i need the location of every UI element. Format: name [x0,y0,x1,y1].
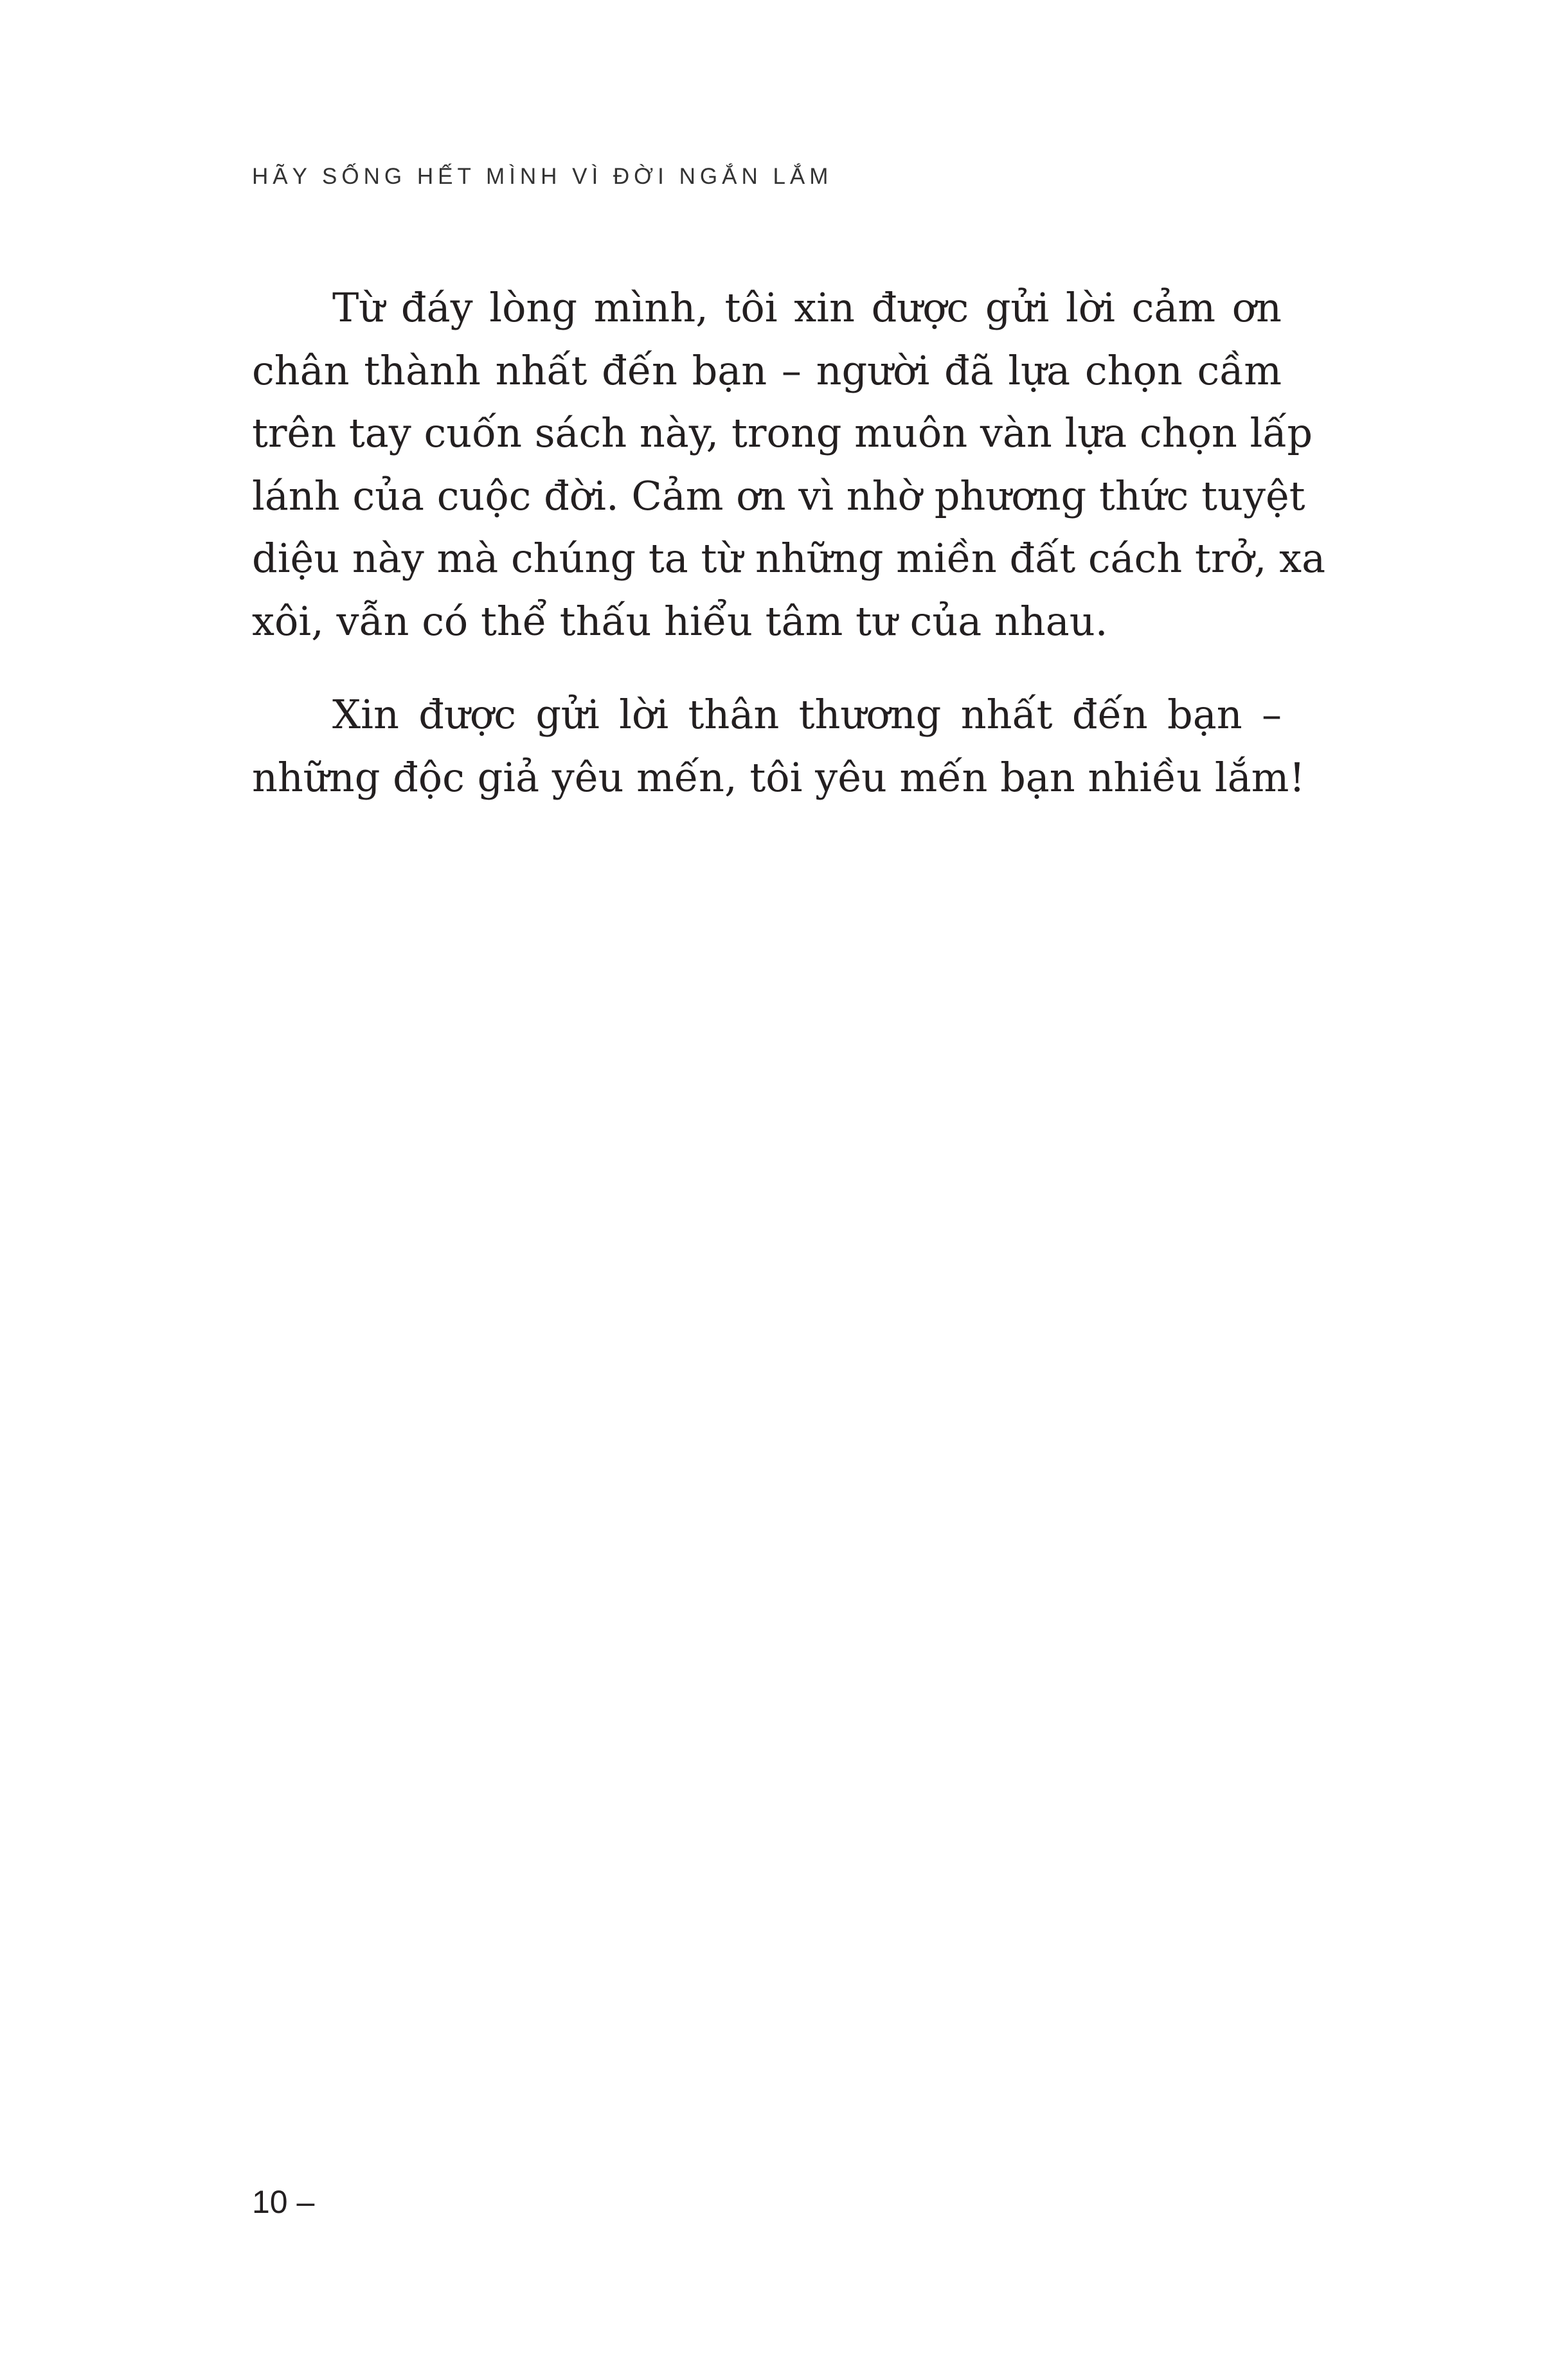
text-line: Xin được gửi lời thân thương nhất đến bạn – [332,691,1282,738]
text-line: Từ đáy lòng mình, tôi xin được gửi lời cảm ơn [332,284,1282,331]
running-header: HÃY SỐNG HẾT MÌNH VÌ ĐỜI NGẮN LẮM [252,164,833,189]
paragraph-2 [252,683,1305,809]
text-line: những độc giả yêu mến, tôi yêu mến bạn nhiều lắm! [252,753,1305,801]
text-line: chân thành nhất đến bạn – người đã lựa chọn cầm [252,346,1282,394]
text-line: lánh của cuộc đời. Cảm ơn vì nhờ phương thức tuyệt [252,472,1305,519]
paragraph-1 [252,276,1326,652]
page-number: 10 – [252,2184,315,2220]
text-line: trên tay cuốn sách này, trong muôn vàn lựa chọn lấp [252,409,1313,456]
text-line: diệu này mà chúng ta từ những miền đất cách trở, xa [252,535,1326,582]
body-text [252,276,1326,839]
text-line: xôi, vẫn có thể thấu hiểu tâm tư của nhau. [252,597,1108,645]
